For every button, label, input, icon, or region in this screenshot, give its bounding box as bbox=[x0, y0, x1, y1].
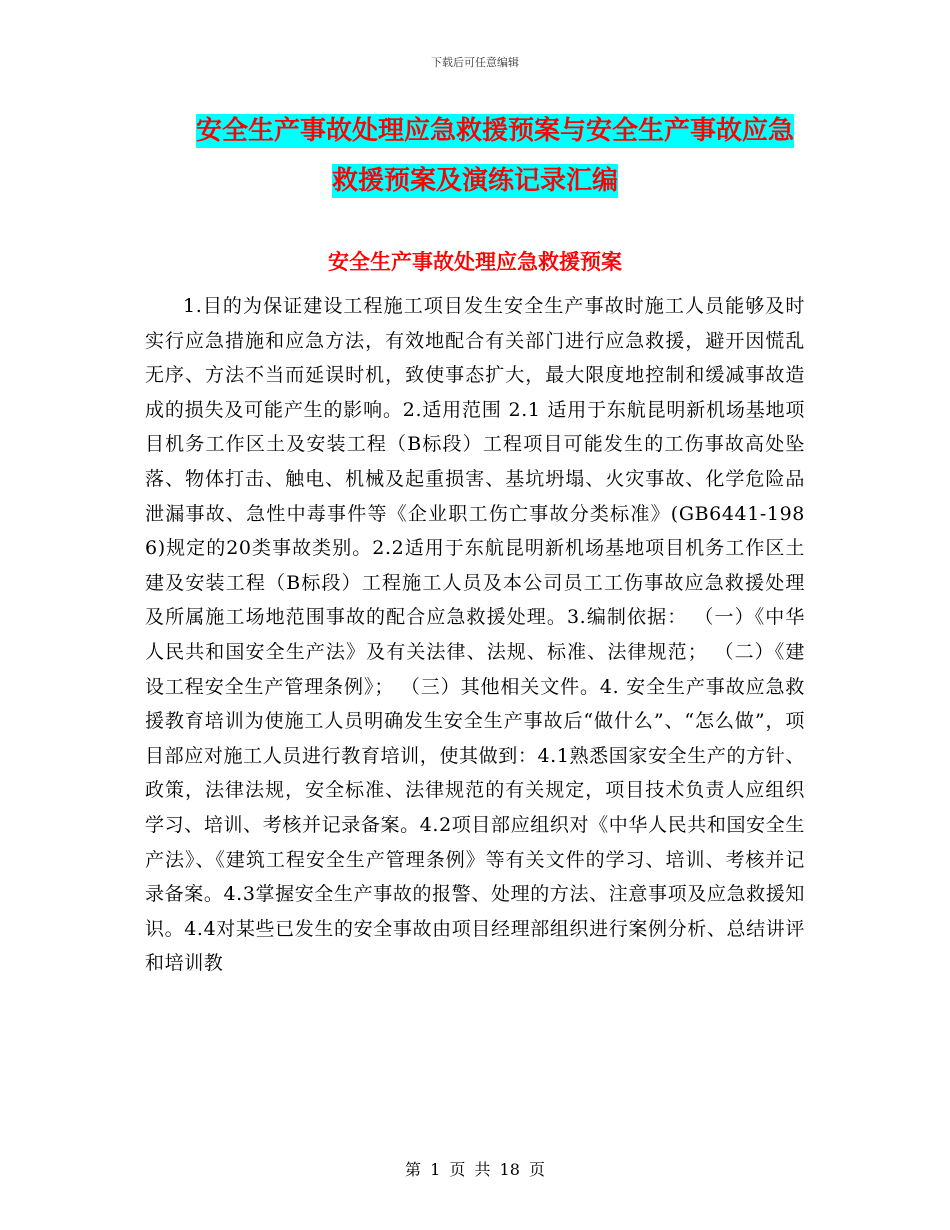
body-paragraph: 1.目的为保证建设工程施工项目发生安全生产事故时施工人员能够及时实行应急措施和应急方法，有效地配合有关部门进行应急救援，避开因慌乱无序、方法不当而延误时机，致使事态扩大，最大限度地控制和缓减事故造成的损失及可能产生的影响。2.适用范围 2.1 适用于东航昆明新机场基地项目机务工作区土及安装工程（B标段）工程项目可能发生的工伤事故高处坠落、物体打击、触电、机械及起重损害、基坑坍塌、火灾事故、化学危险品泄漏事故、急性中毒事件等《企业职工伤亡事故分类标准》(GB6441-1986)规定的20类事故类别。2.2适用于东航昆明新机场基地项目机务工作区土建及安装工程（B标段）工程施工人员及本公司员工工伤事故应急救援处理及所属施工场地范围事故的配合应急救援处理。3.编制依据： （一）《中华人民共和国安全生产法》及有关法律、法规、标准、法律规范； （二）《建设工程安全生产管理条例》； （三）其他相关文件。4. 安全生产事故应急救援教育培训为使施工人员明确发生安全生产事故后“做什么”、“怎么做”，项目部应对施工人员进行教育培训，使其做到：4.1熟悉国家安全生产的方针、政策，法律法规，安全标准、法律规范的有关规定，项目技术负责人应组织学习、培训、考核并记录备案。4.2项目部应组织对《中华人民共和国安全生产法》、《建筑工程安全生产管理条例》等有关文件的学习、培训、考核并记录备案。4.3掌握安全生产事故的报警、处理的方法、注意事项及应急救援知识。4.4对某些已发生的安全事故由项目经理部组织进行案例分析、总结讲评和培训教 bbox=[145, 295, 805, 975]
title-line-1 bbox=[150, 106, 800, 156]
section-title: 安全生产事故处理应急救援预案 bbox=[328, 250, 622, 274]
title-line-1-text: 安全生产事故处理应急救援预案与安全生产事故应急 bbox=[195, 116, 794, 146]
page-number: 第 1 页 共 18 页 bbox=[405, 1160, 545, 1179]
title-line-2-text: 救援预案及演练记录汇编 bbox=[331, 166, 618, 196]
document-title bbox=[150, 106, 800, 206]
header-note: 下载后可任意编辑 bbox=[431, 56, 519, 69]
title-line-2 bbox=[150, 156, 800, 206]
